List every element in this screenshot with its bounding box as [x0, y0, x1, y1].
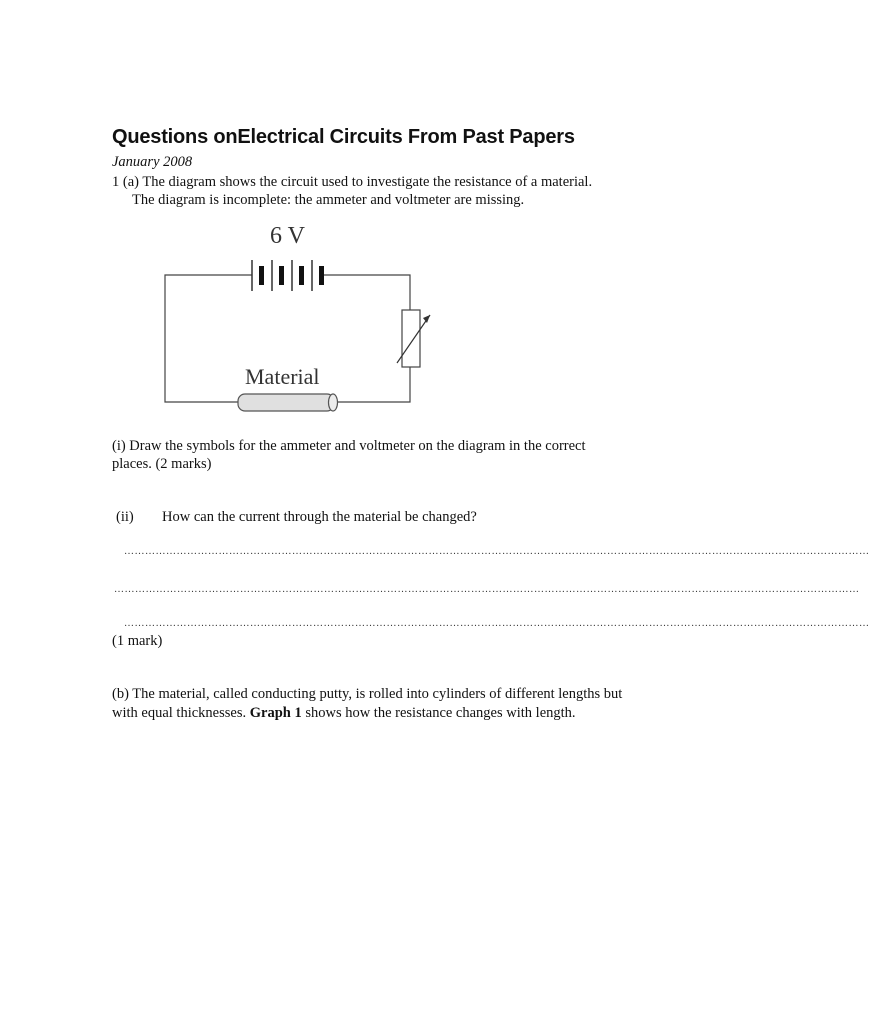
part-i-line-1: (i) Draw the symbols for the ammeter and voltmeter on the diagram in the correct — [112, 438, 586, 454]
question-1a-line-2: The diagram is incomplete: the ammeter and voltmeter are missing. — [132, 192, 525, 208]
part-b-line-1: (b) The material, called conducting putty, is rolled into cylinders of different lengths but — [112, 686, 623, 702]
page-title: Questions onElectrical Circuits From Past Papers — [112, 126, 575, 148]
wire-top-left — [165, 275, 252, 402]
answer-line-2[interactable]: …………………………………………………………………………………………………………………………………………………………………………………………… — [114, 584, 860, 595]
part-b-line-2 — [112, 704, 576, 722]
part-ii-number: (ii) — [116, 509, 134, 525]
voltage-label: 6 V — [270, 223, 305, 249]
part-ii-marks: (1 mark) — [112, 633, 163, 649]
answer-line-1[interactable]: …………………………………………………………………………………………………………………………………………………………………………………………… — [124, 546, 870, 557]
wire-top-right — [322, 275, 410, 310]
question-1a-line-1: 1 (a) The diagram shows the circuit used to investigate the resistance of a material. — [112, 174, 593, 190]
paper-date: January 2008 — [112, 154, 193, 170]
part-b-text-pre: with equal thicknesses. — [112, 705, 250, 721]
part-b-text-post: shows how the resistance changes with length. — [301, 705, 576, 721]
material-label: Material — [245, 364, 320, 389]
part-i-line-2: places. (2 marks) — [112, 456, 212, 472]
part-ii-question: How can the current through the material be changed? — [162, 509, 477, 525]
answer-line-3[interactable]: …………………………………………………………………………………………………………………………………………………………………………………………… — [124, 618, 870, 629]
circuit-diagram — [150, 215, 450, 420]
material-cylinder-icon — [238, 394, 338, 411]
graph-1-reference: Graph 1 — [249, 705, 302, 721]
wire-right-bottom — [338, 367, 410, 402]
battery-icon — [252, 260, 324, 291]
variable-resistor-icon — [397, 310, 430, 367]
